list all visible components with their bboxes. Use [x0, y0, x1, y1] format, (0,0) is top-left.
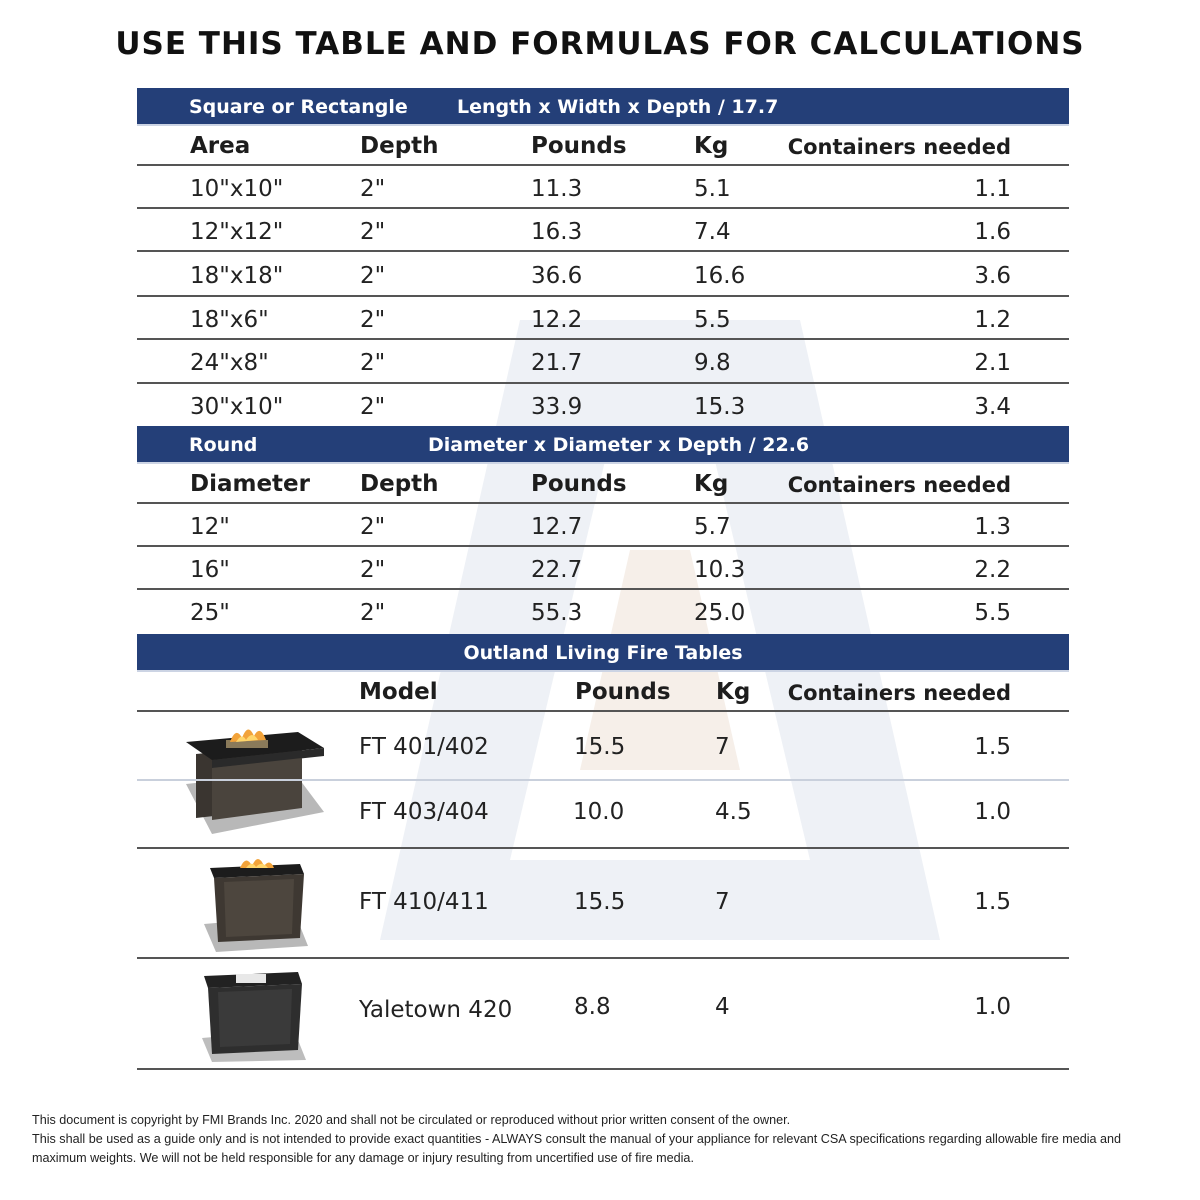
square-formula: Length x Width x Depth / 17.7: [457, 96, 779, 118]
round-formula: Diameter x Diameter x Depth / 22.6: [428, 434, 810, 456]
cell-diameter: 12": [190, 514, 230, 540]
table-row: [137, 849, 1069, 959]
table-row: [137, 590, 1069, 634]
header-containers: Containers needed: [787, 135, 1011, 159]
cell-area: 18"x6": [190, 307, 269, 333]
round-section-header: [137, 426, 1069, 464]
header-depth: Depth: [360, 471, 439, 497]
cell-pounds: 8.8: [574, 994, 611, 1020]
copyright-disclaimer: [32, 1111, 1172, 1168]
header-diameter: Diameter: [190, 471, 310, 497]
table-row: [137, 504, 1069, 547]
table-row: [137, 209, 1069, 252]
cell-pounds: 36.6: [531, 263, 583, 289]
cell-containers: 1.3: [974, 514, 1011, 540]
header-kg: Kg: [694, 471, 729, 497]
cell-containers: 1.5: [974, 889, 1011, 915]
square-section-label: Square or Rectangle: [189, 96, 408, 118]
cell-pounds: 15.5: [574, 889, 626, 915]
table-row: [137, 712, 1069, 781]
cell-kg: 25.0: [694, 600, 746, 626]
table-row: [137, 547, 1069, 590]
cell-kg: 7.4: [694, 219, 731, 245]
cell-containers: 2.2: [974, 557, 1011, 583]
table-row: [137, 340, 1069, 384]
header-kg: Kg: [694, 133, 729, 159]
table-row: [137, 384, 1069, 426]
cell-depth: 2": [360, 600, 386, 626]
header-pounds: Pounds: [575, 679, 671, 705]
cell-kg: 16.6: [694, 263, 746, 289]
cell-containers: 1.2: [974, 307, 1011, 333]
fire-tables-column-headers: [137, 672, 1069, 712]
round-column-headers: [137, 464, 1069, 504]
cell-kg: 5.1: [694, 176, 731, 202]
cell-pounds: 12.7: [531, 514, 583, 540]
table-row: [137, 166, 1069, 209]
table-row: [137, 297, 1069, 340]
cell-kg: 10.3: [694, 557, 746, 583]
cell-containers: 2.1: [974, 350, 1011, 376]
cell-model: FT 410/411: [359, 889, 489, 915]
header-depth: Depth: [360, 133, 439, 159]
cell-kg: 5.7: [694, 514, 731, 540]
cell-pounds: 15.5: [574, 734, 626, 760]
usage-disclaimer: This shall be used as a guide only and is not intended to provide exact quantities - ALWAYS consult the manual of your appliance for relevant CSA specifications regarding allowable fire media and maximum weights. We will not be held responsible for any damage or injury resulting from uncertified use of fire media.: [32, 1132, 1122, 1165]
cell-containers: 1.6: [974, 219, 1011, 245]
fire-tables-section-label: Outland Living Fire Tables: [463, 642, 743, 664]
cell-depth: 2": [360, 219, 386, 245]
cell-depth: 2": [360, 263, 386, 289]
round-section-label: Round: [189, 434, 258, 456]
cell-model: FT 403/404: [359, 799, 489, 825]
cell-containers: 1.0: [974, 994, 1011, 1020]
cell-containers: 5.5: [974, 600, 1011, 626]
cell-diameter: 25": [190, 600, 230, 626]
cell-pounds: 55.3: [531, 600, 583, 626]
header-containers: Containers needed: [787, 473, 1011, 497]
cell-kg: 7: [715, 734, 730, 760]
header-area: Area: [190, 133, 251, 159]
cell-containers: 1.5: [974, 734, 1011, 760]
cell-depth: 2": [360, 176, 386, 202]
cell-pounds: 22.7: [531, 557, 583, 583]
cell-depth: 2": [360, 557, 386, 583]
square-column-headers: [137, 126, 1069, 166]
header-pounds: Pounds: [531, 471, 627, 497]
cell-model: FT 401/402: [359, 734, 489, 760]
cell-depth: 2": [360, 514, 386, 540]
page-title: USE THIS TABLE AND FORMULAS FOR CALCULATIONS: [115, 26, 1085, 62]
cell-diameter: 16": [190, 557, 230, 583]
cell-area: 30"x10": [190, 394, 284, 420]
cell-containers: 3.4: [974, 394, 1011, 420]
cell-pounds: 11.3: [531, 176, 583, 202]
cell-area: 12"x12": [190, 219, 284, 245]
cell-depth: 2": [360, 307, 386, 333]
cell-kg: 5.5: [694, 307, 731, 333]
cell-pounds: 21.7: [531, 350, 583, 376]
header-pounds: Pounds: [531, 133, 627, 159]
header-kg: Kg: [716, 679, 751, 705]
cell-kg: 4: [715, 994, 730, 1020]
cell-depth: 2": [360, 394, 386, 420]
cell-area: 24"x8": [190, 350, 269, 376]
cell-area: 18"x18": [190, 263, 284, 289]
cell-pounds: 12.2: [531, 307, 583, 333]
cell-containers: 1.1: [974, 176, 1011, 202]
cell-area: 10"x10": [190, 176, 284, 202]
cell-kg: 15.3: [694, 394, 746, 420]
cell-pounds: 16.3: [531, 219, 583, 245]
copyright-notice: This document is copyright by FMI Brands Inc. 2020 and shall not be circulated or reproduced without prior written consent of the owner.: [32, 1113, 791, 1127]
cell-model: Yaletown 420: [359, 997, 513, 1023]
square-section-header: [137, 88, 1069, 126]
header-model: Model: [359, 679, 438, 705]
cell-kg: 4.5: [715, 799, 752, 825]
header-containers: Containers needed: [787, 681, 1011, 705]
cell-kg: 9.8: [694, 350, 731, 376]
fire-tables-section-header: [137, 634, 1069, 672]
cell-pounds: 33.9: [531, 394, 583, 420]
cell-depth: 2": [360, 350, 386, 376]
table-row: [137, 781, 1069, 849]
cell-containers: 3.6: [974, 263, 1011, 289]
table-row: [137, 959, 1069, 1070]
cell-kg: 7: [715, 889, 730, 915]
cell-pounds: 10.0: [573, 799, 625, 825]
table-row: [137, 252, 1069, 297]
cell-containers: 1.0: [974, 799, 1011, 825]
